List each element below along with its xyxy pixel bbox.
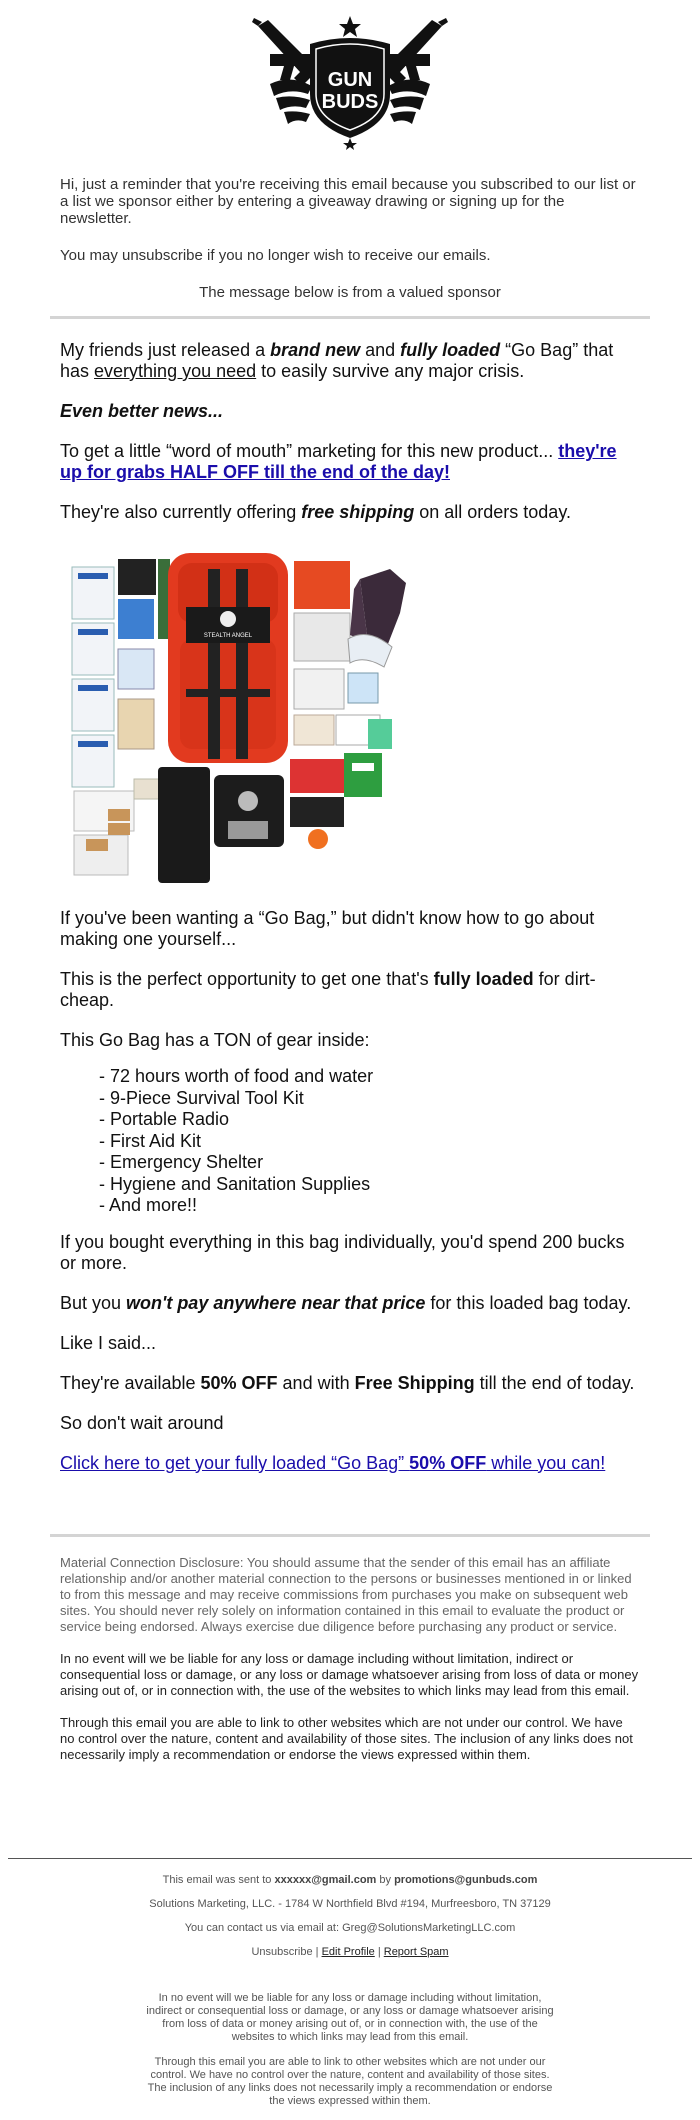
cta-link[interactable]: Click here to get your fully loaded “Go Bag” 50% OFF while you can! (60, 1452, 606, 1473)
divider-top (50, 316, 650, 319)
contact-line: You can contact us via email at: Greg@SolutionsMarketingLLC.com (184, 1922, 516, 1934)
divider-bottom (50, 1534, 650, 1537)
paragraph-ton-of-gear: This Go Bag has a TON of gear inside: (60, 1030, 370, 1050)
paragraph-dont-wait: So don't wait around (60, 1412, 224, 1433)
unsubscribe-note: You may unsubscribe if you no longer wish to receive our emails. (60, 247, 491, 264)
paragraph-half-off: To get a little “word of mouth” marketing for this new product... they're up for grabs HALF OFF till the end of the day! (60, 441, 617, 482)
list-item: - Hygiene and Sanitation Supplies (99, 1173, 371, 1194)
sent-to-line: This email was sent to xxxxxx@gmail.com by promotions@gunbuds.com (162, 1874, 538, 1886)
message-body (60, 340, 640, 542)
gear-list (99, 1066, 640, 1217)
paragraph-perfect-opportunity: This is the perfect opportunity to get one that's fully loaded for dirt-cheap. (60, 969, 596, 1010)
external-links-notice: Through this email you are able to link to other websites which are not under our control. We have no control over the nature, content and availability of those sites. The inclusion of any links does not necessarily imply a recommendation or endorse the views expressed within them. (60, 1715, 633, 1762)
liability-notice: In no event will we be liable for any loss or damage including without limitation, indirect or consequential loss or damage, or any loss or damage whatsoever arising from loss of data or money arising out of, or in connection with, the use of the websites to which links may lead from this email. (60, 1651, 639, 1698)
footer-legal (140, 1992, 560, 2120)
list-item: - 9-Piece Survival Tool Kit (99, 1087, 304, 1108)
report-spam-link[interactable]: Report Spam (383, 1946, 449, 1958)
logo-text-line2: BUDS (321, 91, 379, 113)
company-address: Solutions Marketing, LLC. - 1784 W Northfield Blvd #194, Murfreesboro, TN 37129 (149, 1898, 551, 1910)
gunbuds-logo (250, 14, 450, 150)
list-item: - First Aid Kit (99, 1130, 202, 1151)
footer-links: Unsubscribe | Edit Profile | Report Spam (251, 1946, 449, 1958)
cta-paragraph (60, 1453, 640, 1474)
paragraph-better-news: Even better news... (60, 401, 224, 421)
email-footer (100, 1873, 600, 1969)
sponsor-note: The message below is from a valued sponsor (199, 284, 501, 301)
paragraph-price: But you won't pay anywhere near that price for this loaded bag today. (60, 1292, 632, 1313)
edit-profile-link[interactable]: Edit Profile (321, 1946, 375, 1958)
disclosure-section (60, 1555, 640, 1779)
paragraph-wanting-go-bag: If you've been wanting a “Go Bag,” but didn't know how to go about making one yourself... (60, 908, 595, 949)
message-body-continued (60, 908, 640, 1493)
list-item: - Emergency Shelter (99, 1152, 264, 1172)
list-item: - And more!! (99, 1195, 198, 1215)
list-item: - 72 hours worth of food and water (99, 1066, 374, 1086)
list-item: - Portable Radio (99, 1109, 230, 1129)
footer-divider (8, 1858, 692, 1859)
unsubscribe-link[interactable]: Unsubscribe (251, 1946, 313, 1958)
intro-section (60, 176, 640, 321)
go-bag-product-image[interactable] (68, 539, 468, 889)
paragraph-200-bucks: If you bought everything in this bag individually, you'd spend 200 bucks or more. (60, 1231, 625, 1273)
subscription-reminder: Hi, just a reminder that you're receiving this email because you subscribed to our list or a list we sponsor either by entering a giveaway drawing or signing up for the newsletter. (60, 176, 636, 227)
water-packets (72, 567, 114, 787)
sender-email: promotions@gunbuds.com (394, 1874, 538, 1886)
paragraph-free-shipping: They're also currently offering free shipping on all orders today. (60, 502, 571, 522)
half-off-link[interactable]: they're up for grabs HALF OFF till the end of the day! (60, 441, 617, 482)
red-backpack (168, 553, 288, 763)
footer-links-notice: Through this email you are able to link to other websites which are not under our control. We have no control over the nature, content and availability of those sites. The inclusion of any links does not necessarily imply a recommendation or endorse the views expressed within them. (147, 2056, 553, 2107)
material-disclosure: Material Connection Disclosure: You should assume that the sender of this email has an affiliate relationship and/or another material connection to the persons or businesses mentioned in or linked to from this message and may receive commissions from purchases you make on subsequent web sites. You should never rely solely on information contained in this email to evaluate the product or service being endorsed. Always exercise due diligence before purchasing any product or service. (60, 1555, 632, 1634)
logo-text-line1: GUN (327, 69, 373, 91)
footer-liability: In no event will we be liable for any loss or damage including without limitation, indirect or consequential loss or damage, or any loss or damage whatsoever arising from loss of data or money arising out of, or in connection with, the use of the websites to which links may lead from this email. (146, 1992, 554, 2043)
product-label: STEALTH ANGEL (203, 633, 253, 639)
paragraph-available: They're available 50% OFF and with Free Shipping till the end of today. (60, 1372, 635, 1393)
paragraph-like-i-said: Like I said... (60, 1332, 157, 1353)
recipient-email: xxxxxx@gmail.com (274, 1874, 377, 1886)
paragraph-intro: My friends just released a brand new and fully loaded “Go Bag” that has everything you need to easily survive any major crisis. (60, 340, 614, 381)
